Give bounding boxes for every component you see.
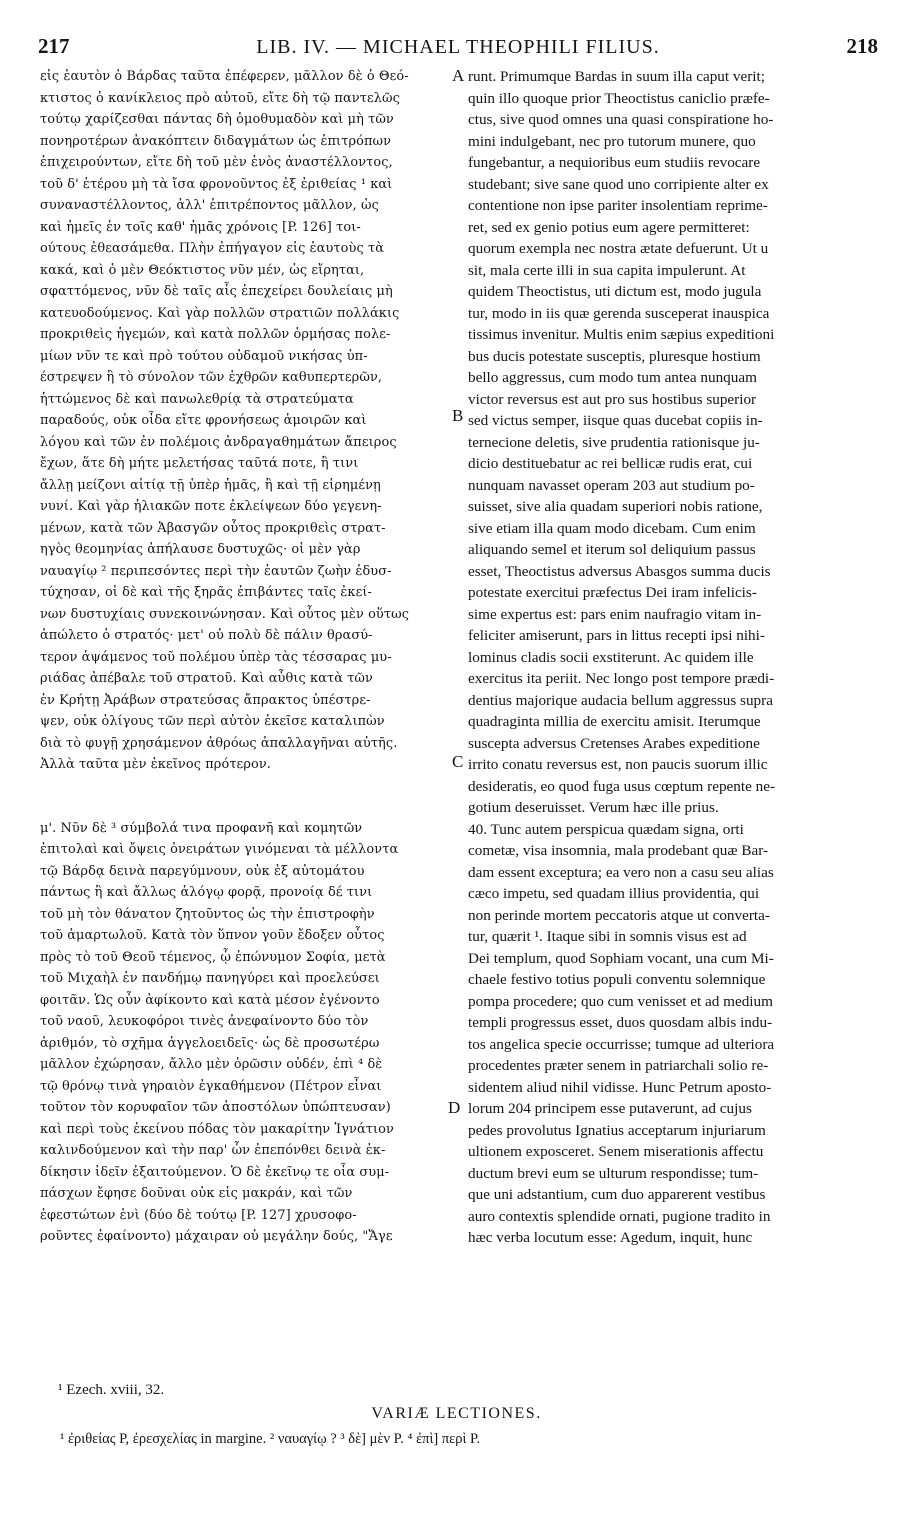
text-line: dam essent exceptura; ea vero non a casu seu alias bbox=[468, 863, 774, 881]
text-line: contentione non ipse pariter insolentiam reprime- bbox=[468, 197, 768, 214]
text-line: ductum brevi eum se ulturum respondisse; tum- bbox=[468, 1164, 759, 1182]
text-line: τοῦ Μιχαὴλ ἐν πανδήμῳ πανηγύρει καὶ προελεύσει bbox=[40, 971, 380, 986]
text-line: gotium deseruisset. Verum hæc ille prius. bbox=[468, 799, 719, 816]
margin-letter-d: D bbox=[448, 1098, 461, 1117]
text-line: que uni adstantium, cum duo apparerent vestibus bbox=[468, 1186, 766, 1203]
text-line: non perinde mortem peccatoris atque ut converta- bbox=[468, 906, 770, 924]
text-line: τῷ Βάρδᾳ δεινὰ παρεγύμνουν, οὐκ ἐξ αὐτομάτου bbox=[40, 863, 365, 879]
text-line: μᾶλλον ἐχώρησαν, ἄλλο μὲν ὁρῶσιν οὐδέν, ἐπὶ ⁴ δὲ bbox=[40, 1057, 383, 1072]
text-line: καὶ περὶ τοὺς ἐκείνου πόδας τὸν μακαρίτην Ἰγνάτιον bbox=[40, 1121, 394, 1137]
text-line: τοῦ ἁμαρτωλοῦ. Κατὰ τὸν ὕπνον γοῦν ἔδοξεν οὗτος bbox=[40, 928, 385, 943]
text-line: πάσχων ἔφησε δοῦναι οὐκ εἰς μακράν, καὶ τῶν bbox=[40, 1186, 353, 1201]
paragraph-gap bbox=[40, 776, 452, 818]
text-line: ctus, sive quod omnes una quasi conspiratione ho- bbox=[468, 111, 774, 128]
text-line: νων δυστυχίαις συνεκοινώνησαν. Καὶ οὗτος μὲν οὕτως bbox=[40, 606, 410, 622]
text-line: suscepta adversus Cretenses Arabes expeditione bbox=[468, 734, 760, 752]
right-page-number: 218 bbox=[846, 34, 878, 58]
text-line: nunquam navasset operam 203 aut studium po- bbox=[468, 476, 755, 494]
text-line: ούτους ἐθεασάμεθα. Πλὴν ἐπήγαγον εἰς ἑαυτοὺς τὰ bbox=[40, 241, 385, 256]
text-line: προκριθεὶς ἡγεμών, καὶ κατὰ πολλῶν ὁρμήσας πολε- bbox=[40, 327, 391, 342]
text-line: hæc verba locutum esse: Agedum, inquit, hunc bbox=[468, 1229, 753, 1246]
text-line: ret, sed ex genio potius eum agere permitteret: bbox=[468, 218, 750, 236]
text-line: pompa procedere; quo cum venisset et ad medium bbox=[468, 992, 773, 1010]
text-line: τοῦ δ' ἑτέρου μὴ τὰ ἴσα φρονοῦντος ἐξ ἐριθείας ¹ καὶ bbox=[40, 176, 393, 192]
text-line: tissimus invenitur. Multis enim sæpius expeditioni bbox=[468, 326, 775, 343]
text-line: ἀπώλετο ὁ στρατός· μετ' οὐ πολὺ δὲ πάλιν θρασύ- bbox=[40, 628, 373, 643]
text-line: procedentes præter senem in patriarchali solio re- bbox=[468, 1057, 769, 1074]
text-line: lominus cladis socii exstiterunt. Ac quidem ille bbox=[468, 648, 754, 666]
text-line: κατευοδούμενος. Καὶ γὰρ πολλῶν στρατιῶν πολλάκις bbox=[40, 305, 400, 321]
text-line: τερον ἁψάμενος τοῦ πολέμου ὑπὲρ τὰς τέσσαρας μυ- bbox=[40, 649, 392, 665]
text-line: cæco impetu, sed quadam illius providentia, qui bbox=[468, 885, 760, 902]
text-line: τῷ θρόνῳ τινὰ γηραιὸν ἐγκαθήμενον (Πέτρον εἶναι bbox=[40, 1078, 382, 1094]
text-line: Dei templum, quod Sophiam vocant, una cum Mi- bbox=[468, 949, 774, 967]
text-line: ηγὸς θεομηνίας ἀπήλαυσε δυστυχῶς· οἱ μὲν γὰρ bbox=[40, 542, 361, 557]
text-line: potestate exercitui præfectus Dei iram infelicis- bbox=[468, 584, 757, 601]
text-line: τύχησαν, οἱ δὲ καὶ τῆς ξηρᾶς ἐπιβάντες ταῖς ἐκεί- bbox=[40, 585, 372, 600]
variae-lectiones-text: ¹ ἐριθείας P, ἐρεσχελίας in margine. ² ναυαγίῳ ? ³ δὲ] μὲν P. ⁴ ἐπὶ] περὶ P. bbox=[60, 1431, 481, 1447]
text-line: μίων νῦν τε καὶ πρὸ τούτου οὐδαμοῦ νικήσας ὑπ- bbox=[40, 348, 368, 364]
text-line: quin illo quoque prior Theoctistus caniclio præfe- bbox=[468, 89, 770, 107]
text-line: sime expertus est: pars enim naufragio vitam in- bbox=[468, 605, 762, 623]
text-line: εἰς ἑαυτὸν ὁ Βάρδας ταῦτα ἐπέφερεν, μᾶλλον δὲ ὁ Θεό- bbox=[40, 69, 409, 84]
text-line: fungebantur, a nequioribus eum studiis revocare bbox=[468, 154, 761, 171]
text-line: ἀριθμόν, τὸ σχῆμα ἀγγελοειδεῖς· ὡς δὲ προσωτέρω bbox=[40, 1035, 380, 1051]
greek-column bbox=[40, 66, 452, 1248]
text-line: sidentem aliud nihil vidisse. Hunc Petrum aposto- bbox=[468, 1078, 772, 1096]
text-line: τοῦ ναοῦ, λευκοφόροι τινὲς ἀνεφαίνοντο δύο τὸν bbox=[40, 1014, 369, 1029]
text-line: ternecione deletis, sive prudentia rationisque ju- bbox=[468, 433, 760, 451]
text-line: runt. Primumque Bardas in suum illa caput verit; bbox=[468, 68, 765, 85]
text-line: cometæ, visa insomnia, mala prodebant quæ Bar- bbox=[468, 842, 769, 859]
text-line: ultionem exposceret. Senem miserationis affectu bbox=[468, 1143, 764, 1160]
text-line: σφαττόμενος, νῦν δὲ ταῖς αἷς ἐπεχείρει δουλείαις μὴ bbox=[40, 284, 393, 299]
text-line: Ἀλλὰ ταῦτα μὲν ἐκεῖνος πρότερον. bbox=[40, 757, 272, 772]
text-line: φοιτᾶν. Ὡς οὖν ἀφίκοντο καὶ κατὰ μέσον ἐγένοντο bbox=[40, 992, 380, 1008]
text-line: esset, Theoctistus adversus Abasgos summa ducis bbox=[468, 562, 771, 580]
text-line: λόγου καὶ τῶν ἐν πολέμοις ἀνδραγαθημάτων ἄπειρος bbox=[40, 434, 397, 450]
text-line: tur, quærit ¹. Itaque sibi in somnis visus est ad bbox=[468, 928, 747, 945]
text-line: μένων, κατὰ τῶν Ἀβασγῶν οὗτος προκριθεὶς στρατ- bbox=[40, 520, 386, 536]
text-line: tos angelica specie occurrisse; tumque ad ulteriora bbox=[468, 1035, 775, 1053]
text-line: ἄλλῃ μείζονι αἰτίᾳ τῇ ὑπὲρ ἡμᾶς, ἢ καὶ τῇ εἰρημένῃ bbox=[40, 477, 381, 493]
text-line: dentius majorique audacia bellum aggressus supra bbox=[468, 691, 773, 709]
text-line: victor reversus est aut pro sus hostibus superior bbox=[468, 390, 757, 408]
latin-column bbox=[468, 66, 878, 1249]
text-line: τούτῳ χαρίζεσθαι πάντας δὴ ὁμοθυμαδὸν καὶ μὴ τῶν bbox=[40, 112, 394, 127]
text-line: έστρεψεν ἢ τὸ σύνολον τῶν ἐχθρῶν καθυπερτερῶν, bbox=[40, 370, 383, 385]
text-line: ἐπιτολαὶ καὶ ὄψεις ὀνειράτων γινόμεναι τὰ μέλλοντα bbox=[40, 842, 399, 857]
margin-letter-a: A bbox=[452, 66, 465, 85]
running-title: LIB. IV. — MICHAEL THEOPHILI FILIUS. bbox=[256, 36, 660, 58]
text-line: tur, modo in iis quæ gerenda susceperat inauspica bbox=[468, 304, 770, 322]
text-line: τοῦτον τὸν κορυφαῖον τῶν ἀποστόλων ὑπώπτευσαν) bbox=[40, 1100, 391, 1115]
running-header bbox=[38, 34, 878, 62]
text-line: ψεν, οὐκ ὀλίγους τῶν περὶ αὐτὸν ἐκεῖσε καταλιπὼν bbox=[40, 714, 385, 729]
text-line: quidem Theoctistus, uti dictum est, modo jugula bbox=[468, 283, 762, 300]
text-line: καὶ ἡμεῖς ἐν τοῖς καθ' ἡμᾶς χρόνοις [P. 126] τοι- bbox=[40, 219, 361, 235]
text-line: νυνί. Καὶ γὰρ ἡλιακῶν ποτε ἐκλείψεων δύο γεγενη- bbox=[40, 499, 382, 514]
text-line: πάντως ἢ καὶ ἄλλως ἀλόγῳ φορᾷ, προνοίᾳ δέ τινι bbox=[40, 885, 373, 900]
text-line: sed victus semper, iisque quas ducebat copiis in- bbox=[468, 412, 763, 429]
text-line: δίκησιν ἰδεῖν ἐξαιτούμενον. Ὁ δὲ ἐκεῖνῳ τε οἷα συμ- bbox=[40, 1164, 390, 1180]
footnote-reference: ¹ Ezech. xviii, 32. bbox=[58, 1382, 165, 1398]
text-line: quorum exempla nec nostra ætate defuerunt. Ut u bbox=[468, 240, 769, 257]
text-line: quadraginta millia de exercitu amisit. Iterumque bbox=[468, 713, 761, 730]
text-line: κακά, καὶ ὁ μὲν Θεόκτιστος νῦν μέν, ὡς εἴρηται, bbox=[40, 262, 365, 278]
text-line: παραδούς, οὐκ οἶδα εἴτε φρονήσεως ἀμοιρῶν καὶ bbox=[40, 413, 367, 428]
text-line: auro contextis splendide ornati, pugione tradito in bbox=[468, 1207, 771, 1225]
text-line: ἐπιχειρούντων, εἴτε δὴ τοῦ μὲν ἑνὸς ἀναστέλλοντος, bbox=[40, 155, 393, 170]
text-line: συναναστέλλοντος, ἀλλ' ἐπιτρέποντος μᾶλλον, ὡς bbox=[40, 198, 379, 213]
text-line: ἡττώμενος δὲ καὶ πανωλεθρίᾳ τὰ στρατεύματα bbox=[40, 391, 354, 407]
text-line: chaele festivo totius populi conventu solemnique bbox=[468, 971, 766, 988]
text-line: τοῦ μὴ τὸν θάνατον ζητοῦντος ὡς τὴν ἐπιστροφὴν bbox=[40, 906, 375, 922]
text-line: studebant; sive sane quod uno corripiente alter ex bbox=[468, 175, 769, 193]
text-line: ριάδας ἀπέβαλε τοῦ στρατοῦ. Καὶ αὖθις κατὰ τῶν bbox=[40, 671, 373, 686]
text-line: pedes provolutus Ignatius acceptarum injuriarum bbox=[468, 1121, 766, 1139]
text-line: μ'. Νῦν δὲ ³ σύμβολά τινα προφανῆ καὶ κομητῶν bbox=[40, 820, 363, 836]
text-line: διὰ τὸ φυγῇ χρησάμενον ἀθρόως ἀπαλλαγῆναι αὐτῆς. bbox=[40, 735, 398, 751]
text-line: suisset, sive alia quadam superiori nobis ratione, bbox=[468, 498, 763, 515]
text-line: 40. Tunc autem perspicua quædam signa, orti bbox=[468, 820, 744, 838]
text-line: feliciter amiserunt, pars in littus recepti ipsi nihi- bbox=[468, 627, 765, 644]
text-line: sive etiam illa quam modo dicebam. Cum enim bbox=[468, 519, 756, 537]
text-line: mini indulgebant, nec pro tutorum munere, quo bbox=[468, 132, 756, 150]
variae-lectiones-title: VARIÆ LECTIONES. bbox=[371, 1405, 542, 1422]
text-line: irrito conatu reversus est, non paucis suorum illic bbox=[468, 756, 768, 773]
margin-letter-b: B bbox=[452, 406, 464, 425]
text-line: ἔχων, ἅτε δὴ μήτε μελετήσας ταῦτά ποτε, ἢ τινι bbox=[40, 456, 359, 471]
text-line: πρὸς τὸ τοῦ Θεοῦ τέμενος, ᾧ ἐπώνυμον Σοφία, μετὰ bbox=[40, 949, 386, 965]
text-line: ἐν Κρήτῃ Ἀράβων στρατεύσας ἄπρακτος ὑπέστρε- bbox=[40, 692, 371, 708]
text-line: κτιστος ὁ κανίκλειος πρὸ αὐτοῦ, εἴτε δὴ τῷ παντελῶς bbox=[40, 90, 400, 106]
text-line: καλινδούμενον καὶ τὴν παρ' ὧν ἐπεπόνθει δεινὰ ἐκ- bbox=[40, 1143, 386, 1158]
text-line: sit, mala certe illi in sua capita impulerunt. At bbox=[468, 261, 746, 279]
text-line: πονηροτέρων ἀνακόπτειν διδαγμάτων ὡς ἐπιτρόπων bbox=[40, 133, 392, 149]
margin-letter-c: C bbox=[452, 752, 464, 771]
text-line: lorum 204 principem esse putaverunt, ad cujus bbox=[468, 1100, 752, 1117]
text-line: aliquando semel et iterum sol deliquium passus bbox=[468, 541, 756, 558]
text-line: ἐφεστώτων ἑνὶ (δύο δὲ τούτῳ [P. 127] χρυσοφο- bbox=[40, 1207, 357, 1223]
text-line: bello aggressus, cum modo tum antea nunquam bbox=[468, 369, 757, 386]
text-line: exercitus ita periit. Nec longo post tempore prædi- bbox=[468, 670, 775, 687]
text-line: ροῦντες ἐφαίνοντο) μάχαιραν οὐ μεγάλην δούς, "Ἄγε bbox=[40, 1229, 393, 1244]
text-line: bus ducis potestate susceptis, pluresque hostium bbox=[468, 347, 761, 365]
text-line: desideratis, eo quod fuga usus cœptum repente ne- bbox=[468, 777, 776, 795]
text-line: dicio destituebatur ac rei bellicæ rudis erat, cui bbox=[468, 455, 753, 472]
text-line: ναυαγίῳ ² περιπεσόντες περὶ τὴν ἑαυτῶν ζωὴν ἐδυσ- bbox=[40, 563, 392, 579]
text-line: templi progressus esset, duos quosdam albis indu- bbox=[468, 1014, 773, 1031]
left-page-number: 217 bbox=[38, 34, 70, 58]
